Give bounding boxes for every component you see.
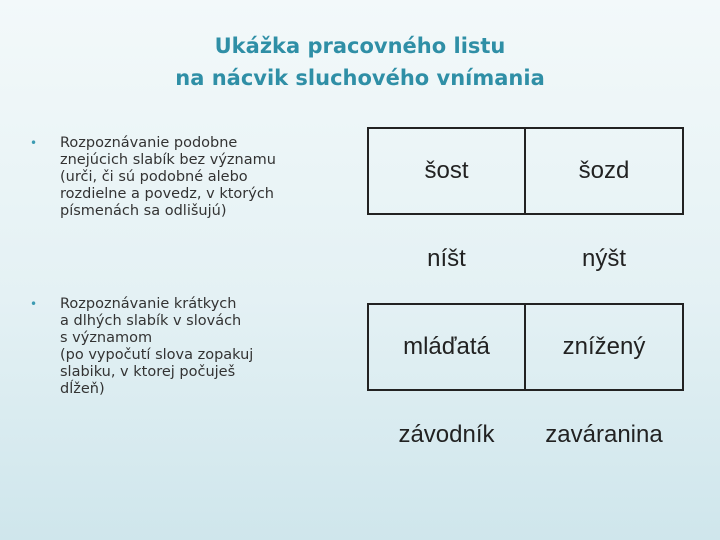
bullet-dot-icon: • [30,136,38,150]
bullet-line: Rozpoznávanie podobne [60,135,238,151]
slide-title-line-1: Ukážka pracovného listu [214,34,506,58]
table-row [368,390,683,479]
table-cell: šost [368,128,525,214]
table-cell: nýšt [581,245,626,272]
table-row [368,304,683,390]
table-cell: šozd [525,128,683,214]
table-cell: níšt [427,245,466,272]
bullet-line: (urči, či sú podobné alebo [60,169,248,185]
table-cell: závodník [398,421,495,448]
word-table [367,127,684,479]
slide-title [0,30,720,94]
bullet-line: a dlhých slabík v slovách [60,313,242,329]
bullet-dot-icon: • [30,297,38,311]
bullet-line: Rozpoznávanie krátkych [60,296,237,312]
table-row [368,128,683,214]
bullet-line: slabiku, v ktorej počuješ [60,364,236,380]
bullet-line: (po vypočutí slova zopakuj [60,347,254,363]
bullet-line: znejúcich slabík bez významu [60,152,276,168]
bullet-item-2 [30,296,253,398]
bullet-line: rozdielne a povedz, v ktorých [60,186,274,202]
slide-title-line-2: na nácvik sluchového vnímania [175,66,545,90]
table-cell: mláďatá [368,304,525,390]
table-row [368,214,683,304]
table-cell: zaváranina [545,421,663,448]
table-cell: znížený [525,304,683,390]
bullet-line: dĺžeň) [60,381,105,397]
bullet-line: písmenách sa odlišujú) [60,203,227,219]
bullet-line: s významom [60,330,153,346]
bullet-item-1 [30,135,276,220]
